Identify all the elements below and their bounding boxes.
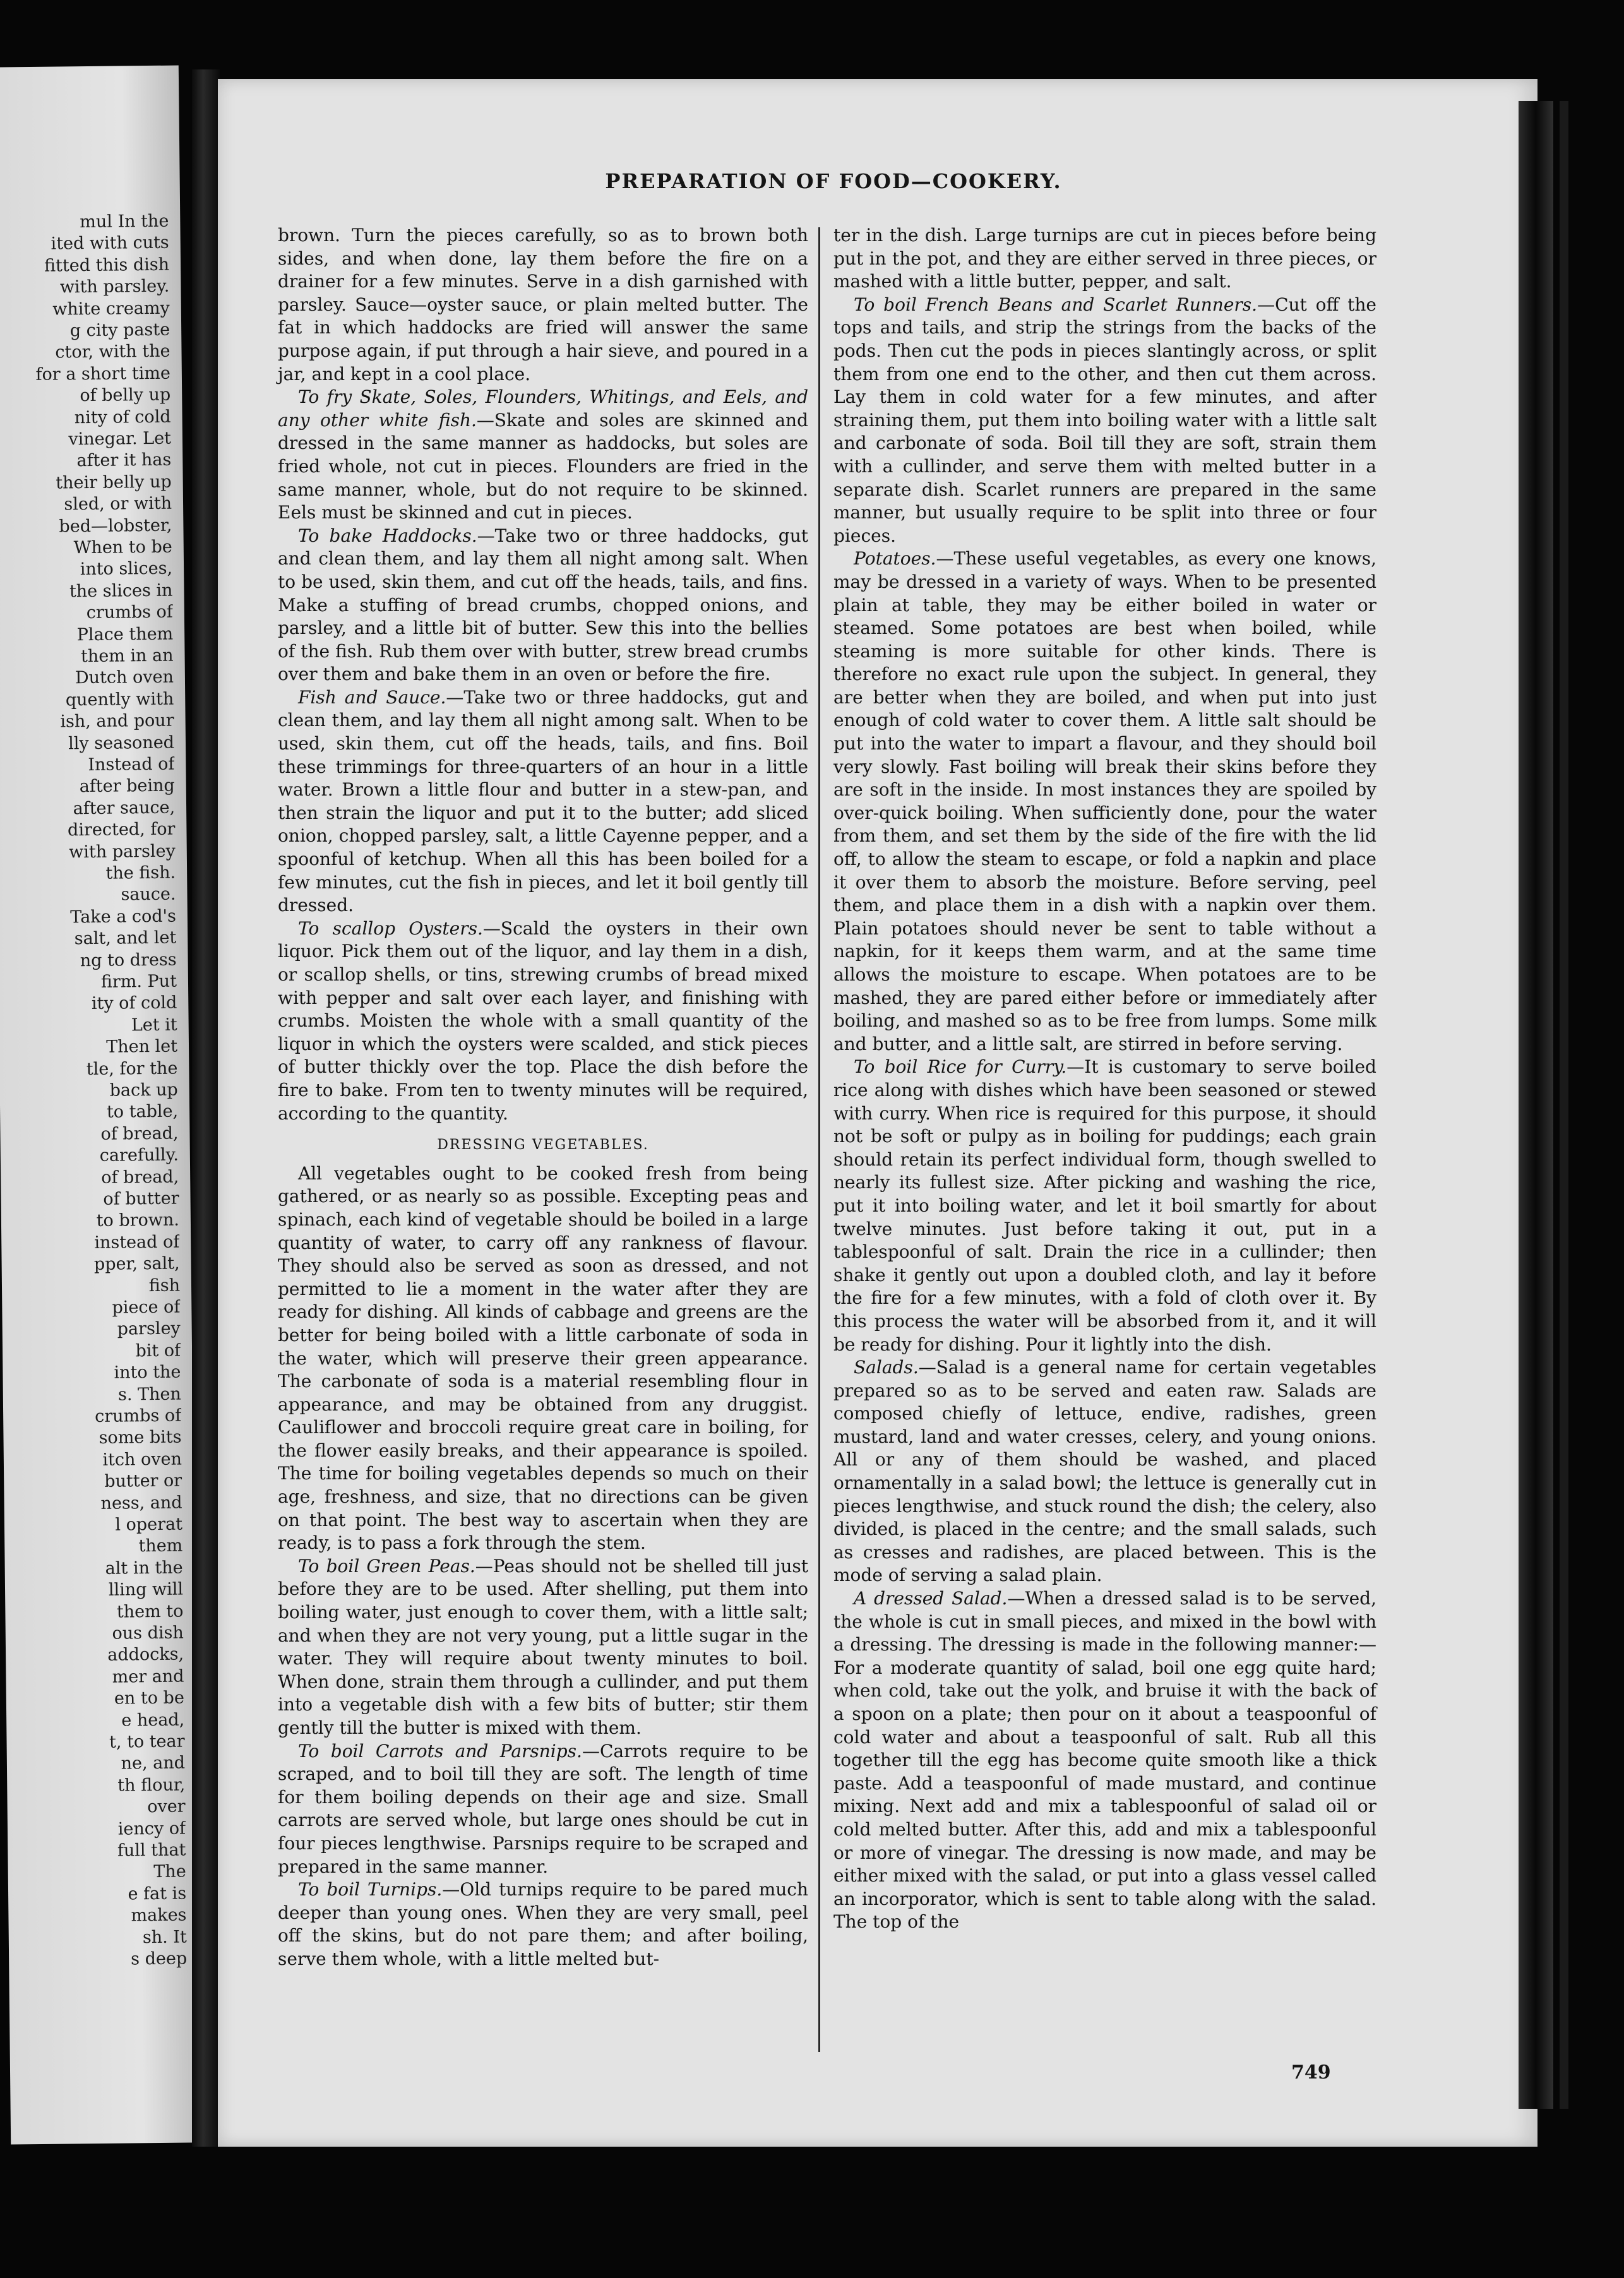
paragraph [833, 1587, 1376, 1934]
left-page-line: s. Then [117, 1384, 181, 1405]
left-page-line: iency of [117, 1818, 186, 1839]
left-page-line: of belly up [80, 385, 171, 406]
left-page-line: quently with [65, 689, 174, 710]
recipe-title: To boil Turnips. [298, 1879, 443, 1900]
left-page-line: makes [131, 1905, 187, 1926]
left-page-line: When to be [73, 537, 172, 558]
left-page-line: fitted this dish [44, 254, 170, 276]
left-page-line: en to be [114, 1688, 185, 1708]
paragraph [278, 1878, 808, 1971]
left-page-line: of bread, [100, 1123, 179, 1144]
paragraph-text: —Carrots require to be scraped, and to boil till they are soft. The length of time for them boiling depends on their age and size. Small carrots are served whole, but large ones should be cut in four pieces lengthwise. Parsnips require to be scraped and prepared in the same manner. [278, 1740, 808, 1877]
left-page-line: the fish. [105, 862, 176, 883]
left-page-line: to table, [106, 1102, 179, 1123]
recipe-title: Salads. [854, 1357, 919, 1378]
left-page-line: Place them [76, 624, 174, 645]
page-edge-inner [1560, 101, 1568, 2109]
left-page-line: firm. Put [100, 971, 177, 992]
left-page-line: crumbs of [86, 602, 173, 623]
left-page-line: mer and [112, 1666, 184, 1687]
left-page-line: t, to tear [109, 1731, 185, 1752]
left-page-line: after being [79, 776, 175, 797]
left-page-line: crumbs of [95, 1405, 182, 1427]
page-number: 749 [1291, 2061, 1331, 2084]
left-page-line: back up [109, 1080, 178, 1100]
paragraph-text: ter in the dish. Large turnips are cut in pieces before being put in the pot, and they are either served in three pieces, or mashed with a little butter, pepper, and salt. [833, 225, 1376, 292]
left-page-line: salt, and let [74, 927, 177, 949]
left-page-line: parsley [117, 1318, 181, 1340]
paragraph [278, 224, 808, 386]
left-page-line: for a short time [35, 363, 171, 385]
recipe-title: To boil Carrots and Parsnips. [298, 1740, 582, 1762]
left-page-line: of butter [103, 1188, 179, 1209]
left-page-line: directed, for [67, 819, 176, 840]
recipe-title: Potatoes. [854, 548, 936, 570]
left-page-line: some bits [99, 1427, 182, 1448]
left-page-line: l operat [115, 1514, 183, 1535]
paragraph-text: —It is customary to serve boiled rice along with dishes which have been seasoned or stewed with curry. When rice is required for this purpose, it should not be soft or pulpy as in boiling for puddings; each grain should retain its perfect individual form, though swelled to nearly its fullest size. After picking and washing the rice, put it into boiling water, and let it boil smartly for about twelve minutes. Just before taking it out, put in a tablespoonful of salt. Drain the rice in a cullinder; then shake it gently out upon a doubled cloth, and lay it before the fire for a few minutes, with a fold of cloth over it. By this process the water will be absorbed from it, and it will be ready for dishing. Pour it lightly into the dish. [833, 1056, 1376, 1355]
column-divider [818, 227, 820, 2052]
paragraph-text: —Skate and soles are skinned and dressed in the same manner as haddocks, but soles are fried whole, not cut in pieces. Flounders are fried in the same manner, whole, but do not require to be skinned. Eels must be skinned and cut in pieces. [278, 409, 808, 523]
left-page-line: lly seasoned [68, 732, 175, 753]
left-page-line: alt in the [105, 1558, 183, 1578]
left-page-line: Instead of [88, 754, 175, 775]
left-page-line: sh. It [142, 1927, 187, 1947]
left-page-line: into the [114, 1362, 181, 1383]
left-page-line: ness, and [100, 1493, 182, 1513]
left-page-line: s deep [131, 1948, 188, 1969]
left-page-line: ne, and [121, 1753, 186, 1774]
left-page-line: them in an [80, 645, 174, 667]
book-spine [192, 69, 220, 2147]
section-heading: DRESSING VEGETABLES. [437, 1137, 649, 1154]
text-column-right [833, 224, 1376, 1934]
left-page-line: ng to dress [80, 950, 177, 970]
paragraph-text: —Take two or three haddocks, gut and clean them, and lay them all night among salt. When to be used, skin them, and cut off the heads, tails, and fins. Make a stuffing of bread crumbs, chopped onions, and parsley, and a little bit of butter. Sew this into the bellies of the fish. Rub them over with butter, strew bread crumbs over them and bake them in an oven or before the fire. [278, 525, 808, 685]
left-page-line: bit of [135, 1340, 181, 1361]
left-page-line: them to [116, 1601, 184, 1622]
left-page-line: white creamy [52, 298, 170, 319]
recipe-title: Fish and Sauce. [298, 686, 446, 708]
left-page-line: butter or [104, 1470, 182, 1492]
left-page-line: g city paste [69, 319, 170, 341]
recipe-title: To boil Rice for Curry. [854, 1056, 1067, 1078]
recipe-title: To bake Haddocks. [298, 525, 477, 546]
paragraph [833, 294, 1376, 548]
left-page-line: addocks, [107, 1644, 184, 1666]
paragraph [278, 1162, 808, 1555]
paragraph-text: —Scald the oysters in their own liquor. Pick them out of the liquor, and lay them in a dish, or scallop shells, or tins, strewing crumbs of bread mixed with pepper and salt over each layer, and finishing with crumbs. Moisten the whole with a small quantity of the liquor in which the oysters were scalded, and stick pieces of butter thickly over the top. Place the dish before the fire to bake. From ten to twenty minutes will be required, according to the quantity. [278, 917, 808, 1124]
paragraph [833, 224, 1376, 294]
paragraph [833, 547, 1376, 1056]
recipe-title: To scallop Oysters. [298, 917, 483, 939]
running-header: PREPARATION OF FOOD—COOKERY. [605, 169, 1062, 193]
left-page-line: full that [117, 1840, 186, 1861]
left-page-line: ited with cuts [51, 233, 169, 254]
left-page-line: ity of cold [91, 993, 177, 1014]
paragraph-text: —When a dressed salad is to be served, the whole is cut in small pieces, and mixed in the bowl with a dressing. The dressing is made in the following manner:—For a moderate quantity of salad, boil one egg quite hard; when cold, take out the yolk, and bruise it with the back of a spoon on a plate; then pour on it about a teaspoonful of cold water and about a teaspoonful of salt. Rub all this together till the egg has become quite smooth like a thick paste. Add a teaspoonful of made mustard, and continue mixing. Next add and mix a tablespoonful of salad oil or cold melted butter. After this, add and mix a tablespoonful or more of vinegar. The dressing is now made, and may be either mixed with the salad, or put into a glass vessel called an incorporator, which is sent to table along with the salad. The top of the [833, 1588, 1377, 1933]
left-page-line: them [138, 1536, 183, 1556]
left-page-line: after it has [76, 450, 172, 471]
left-page-line: th flour, [117, 1775, 186, 1796]
left-page-line: ous dish [112, 1623, 184, 1643]
paragraph-text: —Salad is a general name for certain vegetables prepared so as to be served and eaten raw. Salads are composed chiefly of lettuce, endive, radishes, green mustard, land and water cresses, celery, and young onions. All or any of them should be washed, and placed ornamentally in a salad bowl; the lettuce is generally cut in pieces lengthwise, and stuck round the dish; the celery, also divided, is placed in the centre; and the small salads, such as cresses and radishes, are placed between. This is the mode of serving a salad plain. [833, 1357, 1376, 1586]
left-page-line: lling will [108, 1579, 184, 1600]
paragraph-text: —Cut off the tops and tails, and strip the strings from the backs of the pods. Then cut the pods in pieces slantingly across, or split them from one end to the other, and then cut them across. Lay them in cold water for a few minutes, and after straining them, put them into boiling water with a little salt and carbonate of soda. Boil till they are soft, strain them with a cullinder, and serve them with melted butter in a separate dish. Scarlet runners are prepared in the same manner, but usually require to be split into three or four pieces. [833, 294, 1376, 546]
paragraph [278, 386, 808, 525]
paragraph-text: brown. Turn the pieces carefully, so as to brown both sides, and when done, lay them before the fire on a drainer for a few minutes. Serve in a dish garnished with parsley. Sauce—oyster sauce, or plain melted butter. The fat in which haddocks are fried will answer the same purpose again, if put through a hair sieve, and poured in a jar, and kept in a cool place. [278, 225, 808, 385]
recipe-title: To boil French Beans and Scarlet Runners. [854, 294, 1258, 315]
recipe-title: A dressed Salad. [854, 1588, 1008, 1609]
recipe-title: To fry Skate, Soles, Flounders, Whitings, and Eels, and any other white fish. [278, 386, 808, 431]
paragraph [833, 1356, 1376, 1587]
paragraph [278, 1740, 808, 1879]
left-page-line: itch oven [102, 1449, 182, 1470]
left-page-line: Take a cod's [70, 906, 177, 927]
left-page-line: ctor, with the [55, 342, 170, 362]
previous-page-fragment [0, 66, 200, 2145]
paragraph [278, 917, 808, 1125]
paragraph [278, 686, 808, 917]
paragraph-text: —These useful vegetables, as every one knows, may be dressed in a variety of ways. When to be presented plain at table, they may be either boiled in water or steamed. Some potatoes are best when boiled, while steaming is more suitable for other kinds. There is therefore no exact rule upon the subject. In general, they are better when they are boiled, and when put into just enough of cold water to cover them. A little salt should be put into the water to impart a flavour, and they should boil very slowly. Fast boiling will break their skins before they are soft in the inside. In most instances they are spoiled by over-quick boiling. When sufficiently done, pour the water from them, and set them by the side of the fire with the lid off, to allow the steam to escape, or fold a napkin and place it over them to absorb the moisture. Before serving, peel them, and place them in a dish with a napkin over them. Plain potatoes should never be sent to table without a napkin, for it keeps them warm, and at the same time allows the moisture to escape. When potatoes are to be mashed, they are pared either before or immediately after boiling, and mashed so as to be free from lumps. Some milk and butter, and a little salt, are stirred in before serving. [833, 548, 1376, 1054]
left-page-line: sled, or with [64, 493, 172, 515]
left-page-line: e fat is [128, 1883, 187, 1904]
left-page-line: e head, [121, 1710, 185, 1731]
left-page-line: The [153, 1861, 186, 1882]
left-page-line: piece of [112, 1297, 181, 1318]
page-edge [1519, 101, 1553, 2109]
paragraph-text: —Peas should not be shelled till just before they are to be used. After shelling, put them into boiling water, just enough to cover them, with a little salt; and when they are not very young, put a little sugar in the water. They will require about twenty minutes to boil. When done, strain them through a cullinder, and put them into a vegetable dish with a few bits of butter; stir them gently till the butter is mixed with them. [278, 1555, 808, 1738]
left-page-line: Let it [131, 1015, 177, 1035]
left-page-line: pper, salt, [93, 1253, 180, 1275]
left-page-line: over [147, 1796, 186, 1817]
left-page-line: Dutch oven [75, 667, 174, 688]
left-page-line: their belly up [56, 472, 172, 493]
left-page-line: sauce. [121, 885, 176, 905]
paragraph-text: —Take two or three haddocks, gut and clean them, and lay them all night among salt. When to be used, skin them, cut off the heads, tails, and fins. Boil these trimmings for three-quarters of an hour in a little water. Brown a little flour and butter in a stew-pan, and then strain the liquor and put it to the butter; add sliced onion, chopped parsley, salt, a little Cayenne pepper, and a spoonful of ketchup. When all this has been boiled for a few minutes, cut the fish in pieces, and let it boil gently till dressed. [278, 686, 808, 916]
left-page-line: into slices, [80, 559, 173, 580]
left-page-line: of bread, [101, 1167, 179, 1188]
left-page-line: nity of cold [74, 407, 171, 427]
left-page-line: carefully. [99, 1145, 179, 1166]
left-page-line: with parsley. [59, 276, 170, 297]
recipe-title: To boil Green Peas. [298, 1555, 475, 1577]
paragraph-text: All vegetables ought to be cooked fresh from being gathered, or as nearly so as possible. Excepting peas and spinach, each kind of vegetable should be boiled in a large quantity of water, to carry off any rankness of flavour. They should also be served as soon as dressed, and not permitted to lie a moment in the water after they are ready for dishing. All kinds of cabbage and greens are the better for being boiled with a little carbonate of soda in the water, which will preserve their green appearance. The carbonate of soda is a material resembling flour in appearance, and may be obtained from any druggist. Cauliflower and broccoli require great care in boiling, for the flower easily breaks, and their appearance is spoiled. The time for boiling vegetables depends so much on their age, freshness, and size, that no directions can be given on that point. The best way to ascertain when they are ready, is to pass a fork through the stem. [278, 1162, 808, 1554]
left-page-line: bed—lobster, [59, 515, 172, 537]
left-page-line: Then let [106, 1036, 178, 1057]
paragraph [278, 525, 808, 686]
left-page-line: instead of [94, 1232, 180, 1253]
left-page-line: with parsley [69, 841, 176, 862]
left-page-line: ish, and pour [60, 710, 174, 732]
left-page-line: tle, for the [86, 1058, 178, 1079]
paragraph-text: —Old turnips require to be pared much deeper than young ones. When they are very small, peel off the skins, but do not pare them; and after boiling, serve them whole, with a little melted but- [278, 1879, 808, 1969]
left-page-line: to brown. [96, 1210, 180, 1231]
text-column-left [278, 224, 808, 1971]
paragraph [833, 1056, 1376, 1356]
left-page-line: after sauce, [73, 797, 176, 819]
left-page-line: mul In the [80, 211, 169, 232]
paragraph [278, 1555, 808, 1740]
left-page-line: fish [148, 1275, 181, 1296]
left-page-line: the slices in [69, 580, 173, 602]
left-page-line: vinegar. Let [68, 428, 172, 450]
